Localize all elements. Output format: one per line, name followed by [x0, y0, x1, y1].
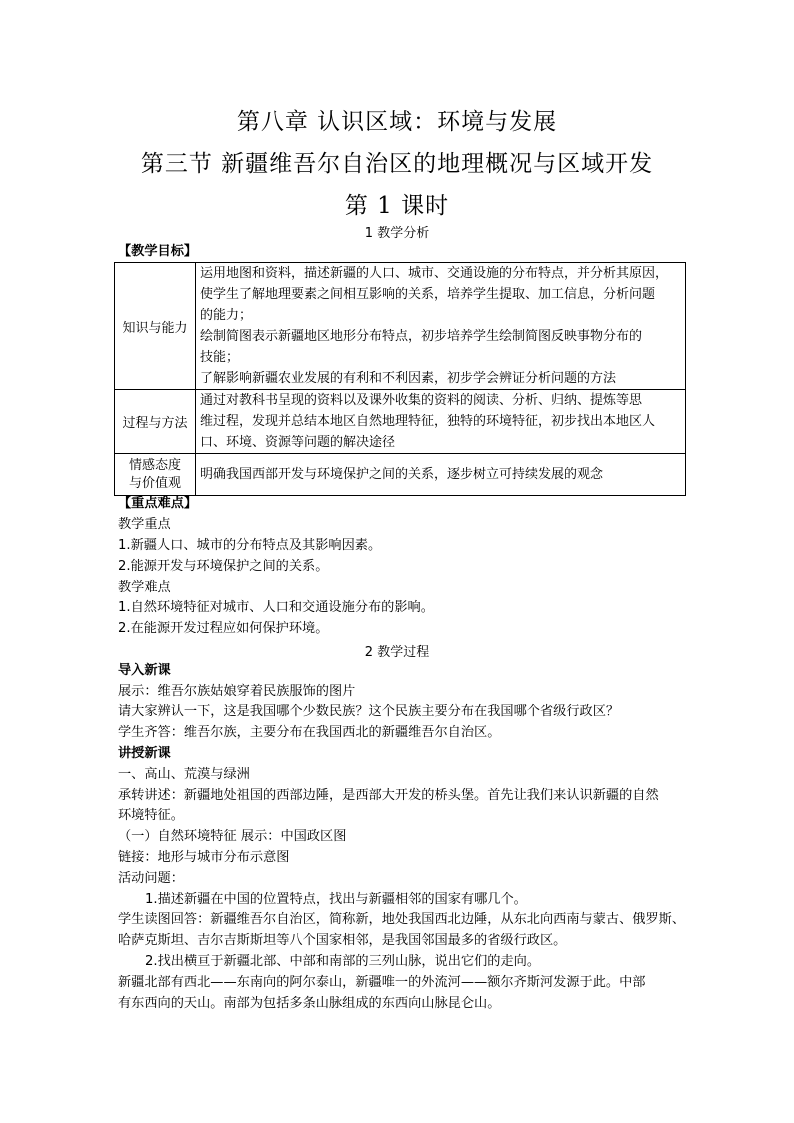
- answer-1-line: 哈萨克斯坦、吉尔吉斯斯坦等八个国家相邻，是我国邻国最多的省级行政区。: [118, 933, 567, 948]
- label-line: 与价值观: [128, 475, 181, 491]
- content-line: 明确我国西部开发与环境保护之间的关系，逐步树立可持续发展的观念: [200, 467, 604, 482]
- difficulty-item: 2.在能源开发过程应如何保护环境。: [118, 621, 329, 636]
- row-content: [196, 263, 686, 390]
- label-line: 情感态度: [128, 457, 181, 473]
- answer-2-line: 有东西向的天山。南部为包括多条山脉组成的东西向山脉昆仑山。: [118, 996, 501, 1011]
- table-row: [115, 390, 686, 454]
- teaching-goals-table: [114, 262, 686, 496]
- chapter-title: 第八章 认识区域：环境与发展: [236, 109, 558, 135]
- question-1: 1.描述新疆在中国的位置特点，找出与新疆相邻的国家有哪几个。: [145, 892, 527, 907]
- difficulty-item: 1.自然环境特征对城市、人口和交通设施分布的影响。: [118, 600, 434, 615]
- narration-line: 承转讲述：新疆地处祖国的西部边陲，是西部大开发的桥头堡。首先让我们来认识新疆的自然: [118, 788, 659, 803]
- intro-line: 展示：维吾尔族姑娘穿着民族服饰的图片: [118, 684, 356, 699]
- part2-heading: 2 教学过程: [364, 645, 430, 660]
- intro-heading: 导入新课: [118, 663, 171, 678]
- section-title: 第三节 新疆维吾尔自治区的地理概况与区域开发: [140, 151, 654, 177]
- key-points-heading: 【重点难点】: [118, 496, 198, 511]
- activity-label: 活动问题：: [118, 871, 184, 886]
- content-line: 了解影响新疆农业发展的有利和不利因素，初步学会辨证分析问题的方法: [200, 371, 617, 386]
- table-row: [115, 263, 686, 390]
- content-line: 绘制简图表示新疆地区地形分布特点，初步培养学生绘制简图反映事物分布的: [200, 329, 643, 344]
- part1-heading: 1 教学分析: [364, 226, 430, 241]
- goals-heading: 【教学目标】: [118, 244, 198, 259]
- narration-line: 环境特征。: [118, 808, 184, 823]
- content-line: 口、环境、资源等问题的解决途径: [200, 435, 396, 450]
- focus-item: 2.能源开发与环境保护之间的关系。: [118, 559, 329, 574]
- table-row: [115, 454, 686, 496]
- row-label: 过程与方法: [115, 390, 196, 454]
- row-content: [196, 454, 686, 496]
- subsection-title: 一、高山、荒漠与绿洲: [118, 767, 250, 782]
- content-line: 技能；: [200, 350, 240, 365]
- row-label: 知识与能力: [115, 263, 196, 390]
- focus-label: 教学重点: [118, 517, 171, 532]
- intro-line: 请大家辨认一下，这是我国哪个少数民族？这个民族主要分布在我国哪个省级行政区？: [118, 704, 620, 719]
- content-line: 运用地图和资料，描述新疆的人口、城市、交通设施的分布特点，并分析其原因，: [200, 266, 669, 281]
- content-line: 通过对教科书呈现的资料以及课外收集的资料的阅读、分析、归纳、提炼等思: [200, 393, 643, 408]
- answer-2-line: 新疆北部有西北——东南向的阿尔泰山，新疆唯一的外流河——额尔齐斯河发源于此。中部: [118, 975, 646, 990]
- section-line: （一）自然环境特征 展示：中国政区图: [118, 829, 347, 844]
- content-line: 使学生了解地理要素之间相互影响的关系，培养学生提取、加工信息，分析问题: [200, 287, 656, 302]
- row-label: [115, 454, 196, 496]
- content-line: 的能力；: [200, 308, 253, 323]
- link-line: 链接：地形与城市分布示意图: [118, 850, 290, 865]
- lecture-heading: 讲授新课: [118, 746, 171, 761]
- answer-1-line: 学生读图回答：新疆维吾尔自治区，简称新，地处我国西北边陲，从东北向西南与蒙古、俄罗斯、: [118, 912, 686, 927]
- content-line: 维过程，发现并总结本地区自然地理特征，独特的环境特征，初步找出本地区人: [200, 414, 656, 429]
- lesson-title: 第 1 课时: [344, 193, 450, 219]
- row-content: [196, 390, 686, 454]
- focus-item: 1.新疆人口、城市的分布特点及其影响因素。: [118, 538, 382, 553]
- question-2: 2.找出横亘于新疆北部、中部和南部的三列山脉，说出它们的走向。: [145, 954, 541, 969]
- difficulty-label: 教学难点: [118, 580, 171, 595]
- intro-line: 学生齐答：维吾尔族，主要分布在我国西北的新疆维吾尔自治区。: [118, 725, 501, 740]
